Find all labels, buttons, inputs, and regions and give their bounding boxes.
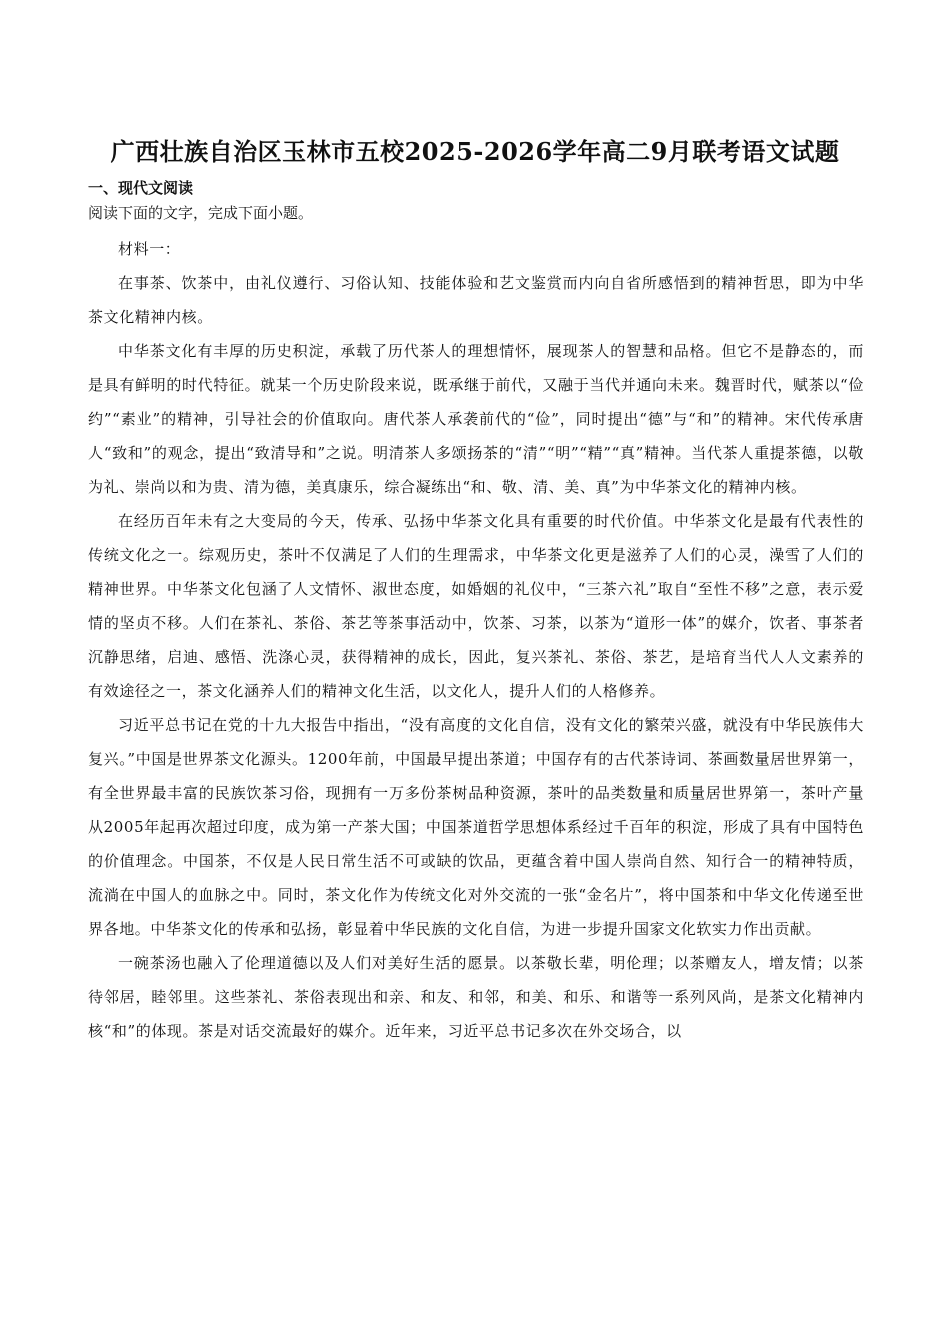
paragraph: 在经历百年未有之大变局的今天，传承、弘扬中华茶文化具有重要的时代价值。中华茶文化是最有代表性的传统文化之一。综观历史，茶叶不仅满足了人们的生理需求，中华茶文化更是滋养了人们的心灵，澡雪了人们的精神世界。中华茶文化包涵了人文情怀、淑世态度，如婚姻的礼仪中，“三茶六礼”取自“至性不移”之意，表示爱情的坚贞不移。人们在茶礼、茶俗、茶艺等茶事活动中，饮茶、习茶，以茶为“道形一体”的媒介，饮者、事茶者沉静思绪，启迪、感悟、洗涤心灵，获得精神的成长，因此，复兴茶礼、茶俗、茶艺，是培育当代人人文素养的有效途径之一，茶文化涵养人们的精神文化生活，以文化人，提升人们的人格修养。 [88, 512, 864, 700]
paragraph: 一碗茶汤也融入了伦理道德以及人们对美好生活的愿景。以茶敬长辈，明伦理；以茶赠友人，增友情；以茶待邻居，睦邻里。这些茶礼、茶俗表现出和亲、和友、和邻，和美、和乐、和谐等一系列风尚，是茶文化精神内核“和”的体现。茶是对话交流最好的媒介。近年来，习近平总书记多次在外交场合，以 [88, 954, 864, 1040]
paragraph: 中华茶文化有丰厚的历史积淀，承载了历代茶人的理想情怀，展现茶人的智慧和品格。但它不是静态的，而是具有鲜明的时代特征。就某一个历史阶段来说，既承继于前代，又融于当代并通向未来。魏晋时代，赋茶以“俭约”“素业”的精神，引导社会的价值取向。唐代茶人承袭前代的“俭”，同时提出“德”与“和”的精神。宋代传承唐人“致和”的观念，提出“致清导和”之说。明清茶人多颂扬茶的“清”“明”“精”“真”精神。当代茶人重提茶德，以敬为礼、崇尚以和为贵、清为德，美真康乐，综合凝练出“和、敬、清、美、真”为中华茶文化的精神内核。 [88, 342, 864, 496]
section-heading: 一、现代文阅读 [88, 179, 194, 197]
reading-instruction: 阅读下面的文字，完成下面小题。 [88, 204, 314, 222]
paragraph: 习近平总书记在党的十九大报告中指出，“没有高度的文化自信，没有文化的繁荣兴盛，就没有中华民族伟大复兴。”中国是世界茶文化源头。1200年前，中国最早提出茶道；中国存有的古代茶诗词、茶画数量居世界第一，有全世界最丰富的民族饮茶习俗，现拥有一万多份茶树品种资源，茶叶的品类数量和质量居世界第一，茶叶产量从2005年起再次超过印度，成为第一产茶大国；中国茶道哲学思想体系经过千百年的积淀，形成了具有中国特色的价值理念。中国茶，不仅是人民日常生活不可或缺的饮品，更蕴含着中国人崇尚自然、知行合一的精神特质，流淌在中国人的血脉之中。同时，茶文化作为传统文化对外交流的一张“金名片”，将中国茶和中华文化传递至世界各地。中华茶文化的传承和弘扬，彰显着中华民族的文化自信，为进一步提升国家文化软实力作出贡献。 [88, 716, 864, 938]
material-label: 材料一： [118, 240, 181, 258]
reading-passage [88, 230, 864, 1048]
paragraph: 在事茶、饮茶中，由礼仪遵行、习俗认知、技能体验和艺文鉴赏而内向自省所感悟到的精神哲思，即为中华茶文化精神内核。 [88, 274, 864, 326]
page-title: 广西壮族自治区玉林市五校2025-2026学年高二9月联考语文试题 [110, 137, 840, 166]
